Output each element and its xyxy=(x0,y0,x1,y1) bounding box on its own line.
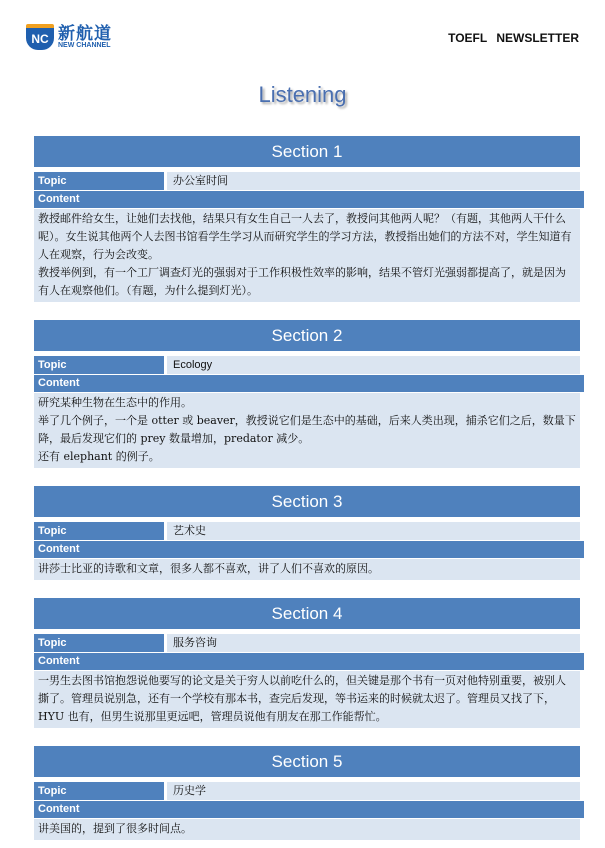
content-paragraph: 讲美国的，提到了很多时间点。 xyxy=(38,822,192,835)
topic-row xyxy=(34,522,580,540)
content-label: Content xyxy=(34,191,584,208)
topic-value: 办公室时间 xyxy=(167,172,580,190)
topic-value: 艺术史 xyxy=(167,522,580,540)
section-heading: Section 2 xyxy=(34,320,580,351)
topic-row xyxy=(34,172,580,190)
topic-label: Topic xyxy=(34,172,164,190)
topic-row xyxy=(34,356,580,374)
logo-shield-icon: NC xyxy=(26,24,54,50)
content-body xyxy=(34,671,580,728)
topic-row xyxy=(34,782,580,800)
topic-label: Topic xyxy=(34,634,164,652)
section-heading: Section 4 xyxy=(34,598,580,629)
content-body xyxy=(34,393,580,468)
content-paragraph: 举了几个例子，一个是 otter 或 beaver，教授说它们是生态中的基础，后来人类出现，捕杀它们之后，数量下降，最后发现它们的 prey 数量增加，predator 减少。 xyxy=(38,414,576,445)
content-paragraph: 研究某种生物在生态中的作用。 xyxy=(38,396,192,409)
section-3 xyxy=(34,486,580,580)
content-paragraph: 还有 elephant 的例子。 xyxy=(38,450,160,463)
content-label: Content xyxy=(34,375,584,392)
section-heading: Section 5 xyxy=(34,746,580,777)
content-paragraph: 教授举例到，有一个工厂调查灯光的强弱对于工作积极性效率的影响，结果不管灯光强弱都提高了，就是因为有人在观察他们。（有题，为什么提到灯光）。 xyxy=(38,266,566,297)
logo-english-text: NEW CHANNEL xyxy=(58,42,111,49)
content-label: Content xyxy=(34,653,584,670)
section-heading: Section 3 xyxy=(34,486,580,517)
content-label: Content xyxy=(34,801,584,818)
logo-chinese-text: 新航道 xyxy=(58,24,112,43)
content-body xyxy=(34,209,580,302)
topic-label: Topic xyxy=(34,522,164,540)
sections-list xyxy=(34,136,580,848)
content-paragraph: 教授邮件给女生，让她们去找他，结果只有女生自己一人去了，教授问其他两人呢？（有题，其他两人干什么呢）。女生说其他两个人去图书馆看学生学习从而研究学生的学习方法，教授指出她们的方法不对，学生知道有人在观察，行为会改变。 xyxy=(38,212,572,261)
topic-label: Topic xyxy=(34,356,164,374)
new-channel-logo xyxy=(26,24,112,50)
content-paragraph: 一男生去图书馆抱怨说他要写的论文是关于穷人以前吃什么的，但关键是那个书有一页对他特别重要，被别人撕了。管理员说别急，还有一个学校有那本书，查完后发现，等书运来的时候就太迟了。管理员又找了下，HYU 也有，但男生说那里更远吧，管理员说他有朋友在那工作能帮忙。 xyxy=(38,674,566,723)
page-title: Listening xyxy=(258,82,347,107)
section-2 xyxy=(34,320,580,468)
topic-value: 历史学 xyxy=(167,782,580,800)
content-body xyxy=(34,819,580,840)
section-5 xyxy=(34,746,580,840)
topic-label: Topic xyxy=(34,782,164,800)
section-4 xyxy=(34,598,580,728)
topic-value: 服务咨询 xyxy=(167,634,580,652)
content-paragraph: 讲莎士比亚的诗歌和文章，很多人都不喜欢，讲了人们不喜欢的原因。 xyxy=(38,562,379,575)
section-heading: Section 1 xyxy=(34,136,580,167)
topic-value: Ecology xyxy=(167,356,580,374)
content-label: Content xyxy=(34,541,584,558)
content-body xyxy=(34,559,580,580)
topic-row xyxy=(34,634,580,652)
section-1 xyxy=(34,136,580,302)
newsletter-title: TOEFL NEWSLETTER xyxy=(448,31,579,45)
